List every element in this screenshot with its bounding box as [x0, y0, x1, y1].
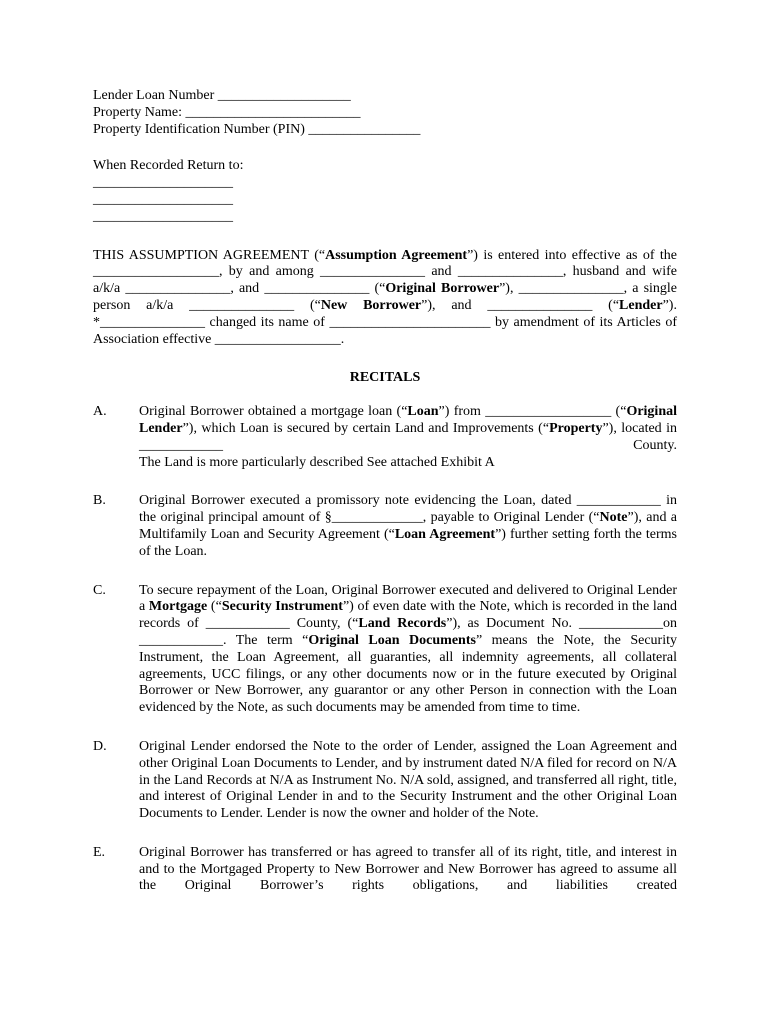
exhibit-line: The Land is more particularly described See attached Exhibit A — [139, 454, 495, 470]
recital-e — [93, 845, 677, 895]
recitals-heading: RECITALS — [349, 370, 421, 386]
return-line-3: ____________________ — [93, 208, 233, 224]
return-line-2: ____________________ — [93, 191, 233, 207]
recital-letter: D. — [93, 738, 107, 754]
recital-letter: E. — [93, 844, 106, 860]
property-pin: Property Identification Number (PIN) ________________ — [93, 121, 421, 137]
recital-letter: A. — [93, 404, 107, 420]
document-page — [93, 88, 677, 895]
recital-b — [93, 493, 677, 560]
recital-body: To secure repayment of the Loan, Original Borrower executed and delivered to Original Lender a Mortgage (“Security Instrument”) of even date with the Note, which is recorded in the land records of ____________ County, (“Land Records”), as Document No. ____________on ____________. The term “Original Loan Documents” means the Note, the Security Instrument, the Loan Agreement, all guaranties, all indemnity agreements, all collateral agreements, UCC filings, or any other documents now or in the future executed by Original Borrower or New Borrower, any guarantor or any other Person in connection with the Loan evidenced by the Note, as such documents may be amended from time to time. — [139, 582, 678, 716]
recital-letter: C. — [93, 582, 106, 598]
recital-body: Original Borrower executed a promissory note evidencing the Loan, dated ____________ in the original principal amount of §_____________, payable to Original Lender (“Note”), and a Multifamily Loan and Security Agreement (“Loan Agreement”) further setting forth the terms of the Loan. — [139, 493, 678, 559]
return-to-label: When Recorded Return to: — [93, 158, 244, 174]
recital-c — [93, 583, 677, 717]
lender-loan-number: Lender Loan Number ___________________ — [93, 88, 351, 103]
recital-body: Original Lender endorsed the Note to the order of Lender, assigned the Loan Agreement and other Original Loan Documents to Lender, and by instrument dated N/A filed for record on N/A in the Land Records at N/A as Instrument No. N/A sold, assigned, and transferred all right, title, and interest of Original Lender in and to the Security Instrument and the other Original Loan Documents to Lender. Lender is now the owner and holder of the Note. — [139, 738, 677, 822]
recital-body: Original Borrower obtained a mortgage loan (“Loan”) from __________________ (“Original Lender”), which Loan is secured by certain Land and Improvements (“Property”), located in ____________ County. The Land is more particularly described See attached Exhibit A — [139, 404, 677, 470]
return-line-1: ____________________ — [93, 175, 233, 191]
recital-a — [93, 404, 677, 471]
recital-d — [93, 739, 677, 823]
property-name: Property Name: _________________________ — [93, 104, 361, 120]
recital-letter: B. — [93, 493, 106, 509]
recital-body: Original Borrower has transferred or has agreed to transfer all of its right, title, and interest in and to the Mortgaged Property to New Borrower and New Borrower has agreed to assume all the Original Borrower’s rights obligations, and liabilities created — [139, 844, 677, 894]
intro-paragraph: THIS ASSUMPTION AGREEMENT (“Assumption Agreement”) is entered into effective as of the __________________, by and among _______________ and _______________, husband and wife a/k/a _______________, and _______________ (“Original Borrower”), _______________, a single person a/k/a _______________ (“New Borrower”), and _______________ (“Lender”). *_______________ changed its name of _______________________ by amendment of its Articles of Association effective __________________. — [93, 247, 678, 347]
